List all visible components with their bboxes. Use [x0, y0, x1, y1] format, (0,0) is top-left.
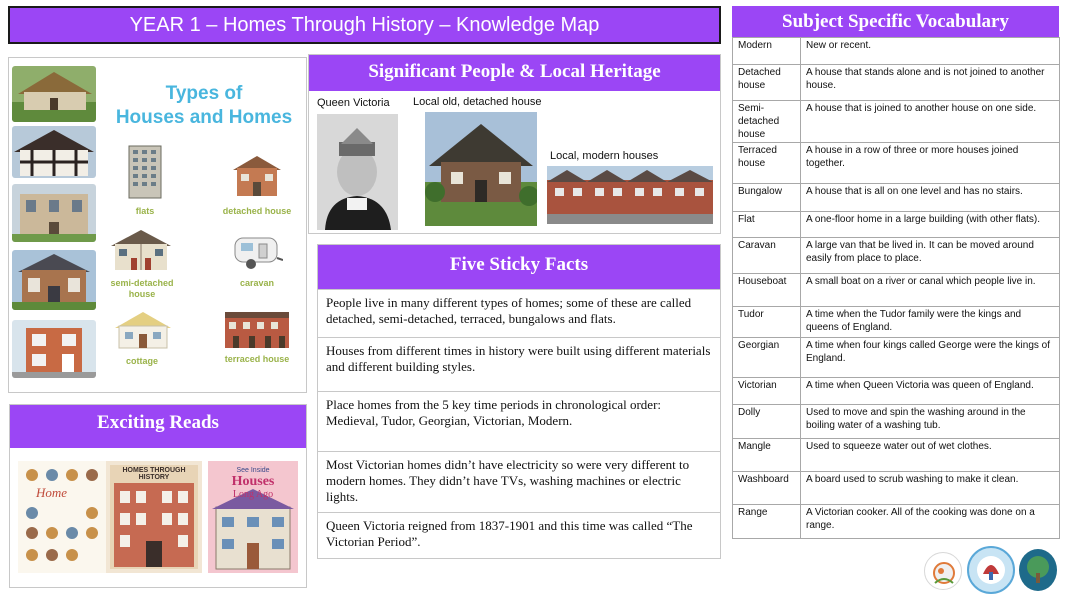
- vocab-definition: A house in a row of three or more houses joined together.: [801, 143, 1060, 184]
- vocab-row: [733, 184, 1060, 212]
- detached-house-icon: [231, 154, 283, 203]
- facts-header: Five Sticky Facts: [318, 245, 720, 289]
- page-title: YEAR 1 – Homes Through History – Knowledge Map: [8, 6, 721, 44]
- photo-georgian-house: [12, 184, 96, 242]
- significant-people-panel: [308, 54, 721, 234]
- caravan-label: caravan: [239, 278, 275, 288]
- vocab-definition: A time when Queen Victoria was queen of England.: [801, 378, 1060, 405]
- queen-victoria-caption: Queen Victoria: [317, 97, 390, 109]
- book-homes-through-history: [106, 461, 202, 573]
- vocab-term: Caravan: [733, 238, 801, 274]
- vocab-term: Detached house: [733, 65, 801, 101]
- book-history-title: HOMES THROUGH HISTORY: [122, 467, 186, 481]
- vocab-definition: A time when the Tudor family were the kings and queens of England.: [801, 307, 1060, 338]
- types-title-line2: Houses and Homes: [115, 107, 293, 128]
- vocab-row: [733, 405, 1060, 439]
- vocab-definition: A Victorian cooker. All of the cooking was done on a range.: [801, 505, 1060, 539]
- cottage-icon: [113, 310, 173, 355]
- vocab-definition: A one-floor home in a large building (with other flats).: [801, 212, 1060, 238]
- vocab-row: [733, 378, 1060, 405]
- book-home: [18, 461, 106, 573]
- vocab-definition: A house that stands alone and is not joined to another house.: [801, 65, 1060, 101]
- terraced-label: terraced house: [224, 354, 290, 364]
- vocab-definition: A time when four kings called George were the kings of England.: [801, 338, 1060, 378]
- modern-houses-caption: Local, modern houses: [550, 150, 659, 162]
- fact-4: Most Victorian homes didn’t have electricity so were very different to modern homes. They didn’t have TVs, washing machines or electric lights.: [318, 451, 720, 512]
- vocab-term: Tudor: [733, 307, 801, 338]
- vocab-definition: A board used to scrub washing to make it clean.: [801, 472, 1060, 505]
- detached-label: detached house: [222, 206, 292, 216]
- school-logo-3: [1019, 549, 1057, 591]
- semi-detached-house-icon: [109, 228, 173, 277]
- vocab-term: Terraced house: [733, 143, 801, 184]
- reads-header: Exciting Reads: [10, 405, 306, 448]
- vocab-row: [733, 238, 1060, 274]
- types-title-line1: Types of: [165, 83, 243, 104]
- fact-3: Place homes from the 5 key time periods in chronological order: Medieval, Tudor, Georgian, Victorian, Modern.: [318, 391, 720, 451]
- vocab-header: Subject Specific Vocabulary: [732, 6, 1059, 38]
- vocab-row: [733, 307, 1060, 338]
- book-houses: Houses: [231, 474, 275, 489]
- vocab-row: [733, 65, 1060, 101]
- book-long-ago: Long Ago: [232, 489, 274, 500]
- fact-2: Houses from different times in history were built using different materials and different building styles.: [318, 337, 720, 391]
- vocab-row: [733, 143, 1060, 184]
- types-title: [109, 82, 299, 130]
- photo-modern-house: [12, 320, 96, 378]
- vocab-term: Victorian: [733, 378, 801, 405]
- modern-houses-photo: [547, 166, 713, 224]
- vocab-term: Range: [733, 505, 801, 539]
- vocab-row: [733, 38, 1060, 65]
- exciting-reads-panel: [9, 404, 307, 588]
- book-see-inside: See Inside: [236, 467, 270, 474]
- vocab-table: [732, 37, 1060, 539]
- cottage-label: cottage: [125, 356, 158, 366]
- fact-1: People live in many different types of homes; some of these are called detached, semi-detached, terraced, bungalows and flats.: [318, 289, 720, 337]
- vocab-term: Bungalow: [733, 184, 801, 212]
- book-houses-long-ago: [208, 461, 298, 573]
- vocab-term: Semi-detached house: [733, 101, 801, 143]
- sticky-facts-panel: [317, 244, 721, 559]
- queen-victoria-portrait: [317, 114, 398, 230]
- photo-victorian-house: [12, 250, 96, 310]
- vocab-definition: Used to move and spin the washing around in the boiling water of a washing tub.: [801, 405, 1060, 439]
- vocab-term: Flat: [733, 212, 801, 238]
- vocab-definition: A small boat on a river or canal which people live in.: [801, 274, 1060, 307]
- flats-label: flats: [135, 206, 155, 216]
- vocab-definition: A large van that be lived in. It can be moved around easily from place to place.: [801, 238, 1060, 274]
- caravan-icon: [231, 234, 283, 277]
- photo-thatched-cottage: [12, 66, 96, 122]
- vocab-term: Modern: [733, 38, 801, 65]
- semi-detached-label: semi-detached house: [110, 278, 174, 299]
- types-of-houses-panel: [8, 57, 307, 393]
- vocab-term: Georgian: [733, 338, 801, 378]
- vocab-definition: A house that is joined to another house on one side.: [801, 101, 1060, 143]
- people-header: Significant People & Local Heritage: [309, 55, 720, 91]
- vocab-row: [733, 505, 1060, 539]
- vocab-term: Houseboat: [733, 274, 801, 307]
- vocab-row: [733, 338, 1060, 378]
- vocab-row: [733, 212, 1060, 238]
- vocab-definition: A house that is all on one level and has no stairs.: [801, 184, 1060, 212]
- book-home-title: Home: [36, 485, 68, 500]
- vocab-term: Mangle: [733, 439, 801, 472]
- vocab-row: [733, 439, 1060, 472]
- fact-5: Queen Victoria reigned from 1837-1901 and this time was called “The Victorian Period”.: [318, 512, 720, 559]
- vocab-definition: New or recent.: [801, 38, 1060, 65]
- school-logo-2: [967, 546, 1015, 594]
- old-house-caption: Local old, detached house: [413, 96, 542, 108]
- old-detached-house-photo: [425, 112, 537, 226]
- flats-icon: [127, 144, 163, 205]
- vocab-term: Washboard: [733, 472, 801, 505]
- vocab-row: [733, 101, 1060, 143]
- terraced-house-icon: [223, 308, 291, 355]
- vocab-row: [733, 472, 1060, 505]
- photo-tudor-house: [12, 126, 96, 178]
- vocab-term: Dolly: [733, 405, 801, 439]
- vocab-row: [733, 274, 1060, 307]
- school-logo-1: [924, 552, 962, 590]
- vocab-definition: Used to squeeze water out of wet clothes.: [801, 439, 1060, 472]
